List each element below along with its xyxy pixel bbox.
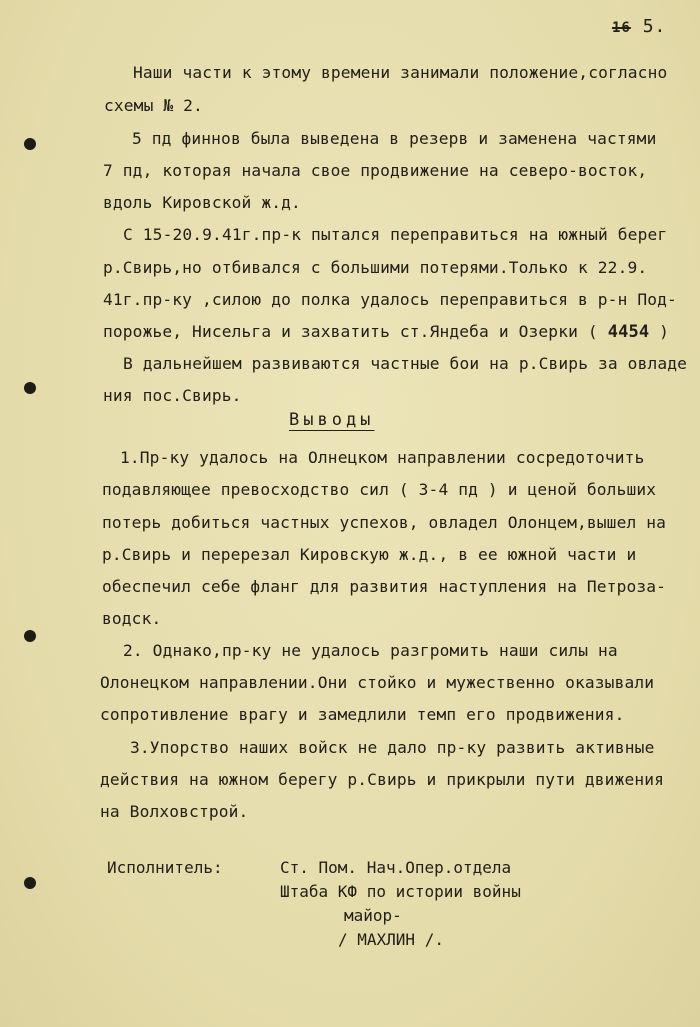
punch-hole [24, 138, 36, 150]
punch-hole [24, 382, 36, 394]
text-line: 41г.пр-ку ,силою до полка удалось переправиться в р-н Под- [103, 290, 677, 309]
text-line: Наши части к этому времени занимали положение,согласно [133, 63, 668, 82]
text-line: 2. Однако,пр-ку не удалось разгромить наши силы на [123, 641, 618, 660]
signature-line: Штаба КФ по истории войны [280, 882, 521, 901]
text-line: В дальнейшем развиваются частные бои на р.Свирь за овладе [123, 354, 688, 373]
text-line: водск. [102, 609, 162, 628]
text-line: потерь добиться частных успехов, овладел Олонцем,вышел на [102, 513, 667, 532]
text-line: р.Свирь,но отбивался с большими потерями.Только к 22.9. [103, 258, 648, 277]
text-line: 7 пд, которая начала свое продвижение на северо-восток, [103, 161, 648, 180]
text-segment: ) [649, 322, 670, 341]
page-number [612, 16, 666, 37]
text-line: Олонецком направлении.Они стойко и мужественно оказывали [100, 673, 655, 692]
text-line: р.Свирь и перерезал Кировскую ж.д., в ее южной части и [102, 545, 637, 564]
text-line: вдоль Кировской ж.д. [103, 193, 301, 212]
text-line: 5 пд финнов была выведена в резерв и заменена частями [132, 129, 657, 148]
text-line: подавляющее превосходство сил ( 3-4 пд ) и ценой больших [102, 480, 657, 499]
current-page-number: 5. [642, 16, 667, 37]
signature-line: Ст. Пом. Нач.Опер.отдела [280, 858, 512, 877]
text-line: действия на южном берегу р.Свирь и прикрыли пути движения [100, 770, 665, 789]
text-line: обеспечил себе фланг для развития наступления на Петроза- [102, 577, 667, 596]
signer-name: / МАХЛИН /. [338, 930, 444, 949]
signature-line: майор- [344, 906, 402, 925]
text-line: 1.Пр-ку удалось на Олнецком направлении сосредоточить [120, 448, 645, 467]
text-line: схемы № 2. [104, 96, 203, 115]
text-line: ния пос.Свирь. [103, 386, 242, 405]
text-line: С 15-20.9.41г.пр-к пытался переправиться на южный берег [123, 225, 668, 244]
text-line: 3.Упорство наших войск не дало пр-ку развить активные [130, 738, 655, 757]
punch-hole [24, 877, 36, 889]
text-line [103, 322, 669, 342]
scheme-number: 4454 [607, 322, 650, 342]
executor-label: Исполнитель: [107, 858, 223, 877]
section-heading: Выводы [289, 410, 375, 430]
text-line: сопротивление врагу и замедлили темп его продвижения. [100, 705, 625, 724]
text-segment: порожье, Нисельга и захватить ст.Яндеба и Озерки ( [103, 322, 608, 341]
punch-hole [24, 630, 36, 642]
struck-page-number: 16 [612, 20, 631, 36]
text-line: на Волховстрой. [100, 802, 249, 821]
